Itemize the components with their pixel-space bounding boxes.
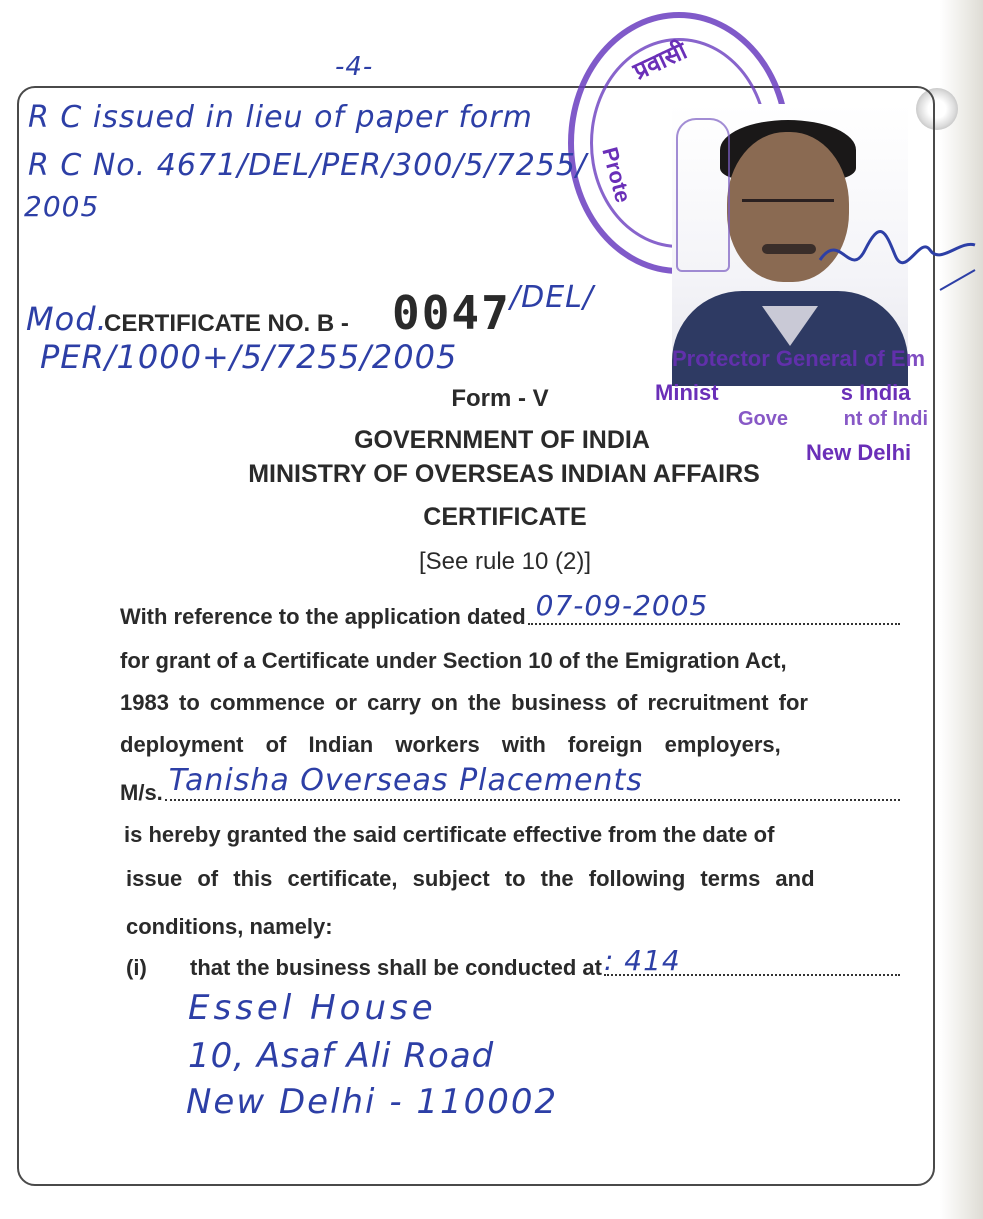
date-fill-line [528,589,900,625]
handwritten-note-line2: R C No. 4671/DEL/PER/300/5/7255/ [28,148,588,183]
government-title: GOVERNMENT OF INDIA [354,426,650,454]
address-line2: 10, Asaf Ali Road [188,1036,495,1076]
certificate-title: CERTIFICATE [423,503,587,531]
page-edge-shadow [940,0,983,1219]
stamp-line-city: New Delhi [806,440,912,465]
certificate-number-label: CERTIFICATE NO. B - [104,310,349,337]
page-mark: -4- [335,52,374,82]
handwritten-note-line3: 2005 [24,190,100,223]
stamp-line-protector: Protector General of Em [672,346,926,371]
clause-fill-line [603,944,900,977]
clause-i [126,944,900,981]
address-line1: Essel House [188,988,437,1028]
clause-text: that the business shall be conducted at [190,955,602,980]
seal-text-prote: Prote [597,144,636,206]
certificate-number-value: 0047 [392,286,511,340]
ministry-title: MINISTRY OF OVERSEAS INDIAN AFFAIRS [248,460,760,488]
body-line-conditions: conditions, namely: [126,914,333,939]
clause-value: : 414 [603,944,681,977]
ms-label: M/s. [120,780,163,805]
seal-text-hindi: प्रवासी [629,37,692,86]
address-line3: New Delhi - 110002 [186,1082,559,1122]
stamp-line-ministry: Minist s India [655,380,911,405]
company-fill-line [165,763,900,801]
handwritten-mod-prefix: Mod. [26,300,108,338]
certificate-number-continuation: PER/1000+/5/7255/2005 [40,338,458,376]
body-line-company [120,763,900,806]
form-title: Form - V [451,385,549,412]
body-line-grant: for grant of a Certificate under Section 10 of the Emigration Act, [120,648,787,673]
body-line-1983: 1983 to commence or carry on the business of recruitment for [120,690,808,715]
company-name: Tanisha Overseas Placements [168,763,643,798]
handwritten-note-line1: R C issued in lieu of paper form [28,100,533,135]
application-date: 07-09-2005 [535,589,709,622]
body-text-application-prefix: With reference to the application dated [120,604,526,629]
body-line-issue: issue of this certificate, subject to the following terms and [126,866,815,891]
rule-reference: [See rule 10 (2)] [418,548,592,575]
body-line-application [120,589,900,630]
stamp-line-government: Gove nt of Indi [738,408,928,430]
signature-scribble [810,200,980,310]
body-line-deployment: deployment of Indian workers with foreign employers, [120,732,781,757]
certificate-number-suffix: /DEL/ [510,280,594,315]
clause-number: (i) [126,955,147,980]
body-line-granted: is hereby granted the said certificate effective from the date of [124,822,775,847]
national-emblem-stamp [676,118,730,272]
photo-moustache [762,244,816,254]
